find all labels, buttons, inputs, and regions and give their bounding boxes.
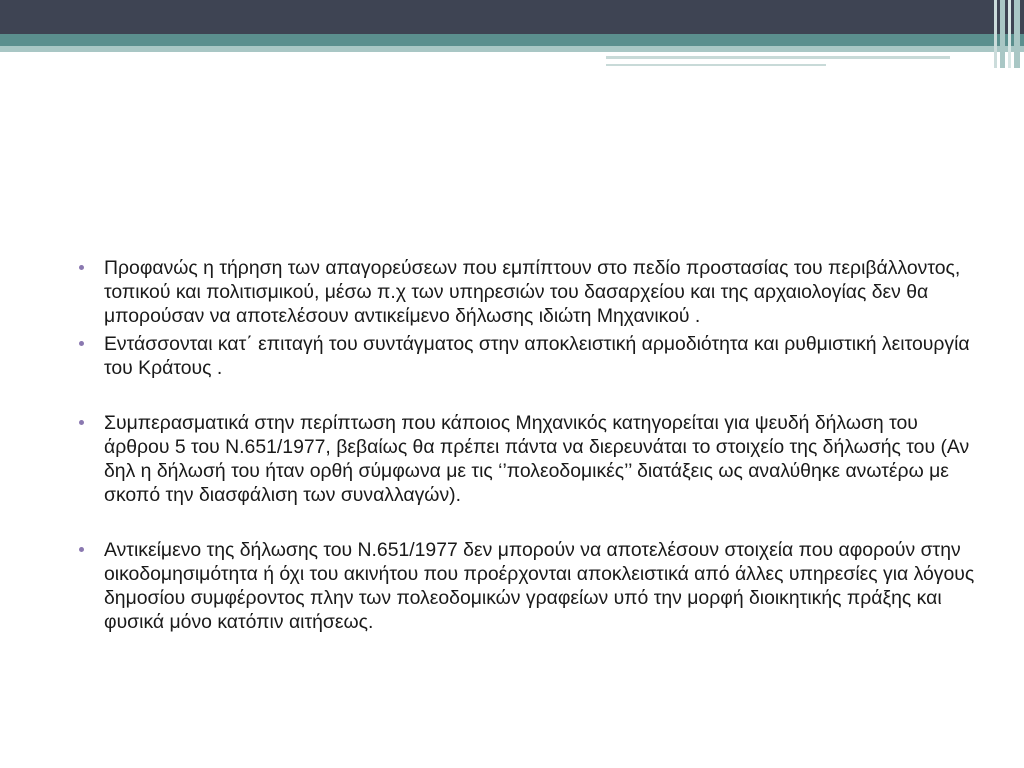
bullet-text: Εντάσσονται κατ΄ επιταγή του συντάγματος στην αποκλειστική αρμοδιότητα και ρυθμιστική λειτουργία του Κράτους . [104, 333, 970, 379]
bullet-text: Συμπερασματικά στην περίπτωση που κάποιος Μηχανικός κατηγορείται για ψευδή δήλωση του άρθρου 5 του Ν.651/1977, βεβαίως θα πρέπει πάντα να διερευνάται το στοιχείο της δήλωσής του (Αν δηλ η δήλωσή του ήταν ορθή σύμφωνα με τις ‘’πολεοδομικές’’ διατάξεις ως αναλύθηκε ανωτέρω με σκοπό την διασφάλιση των συναλλαγών). [104, 412, 970, 506]
bullet-text: Προφανώς η τήρηση των απαγορεύσεων που εμπίπτουν στο πεδίο προστασίας του περιβάλλοντος, τοπικού και πολιτισμικού, μέσω π.χ των υπηρεσιών του δασαρχείου και της αρχαιολογίας δεν θα μπορούσαν να αποτελέσουν αντικείμενο δήλωσης ιδιώτη Μηχανικού . [104, 257, 961, 327]
header-accent-line [606, 56, 950, 59]
header-vertical-stripe [1014, 0, 1020, 68]
header-light-band [0, 46, 1024, 52]
header-accent-line-short [606, 64, 826, 66]
header-teal-band [0, 34, 1024, 46]
header-dark-band [0, 0, 1024, 34]
bullet-dot-icon [79, 265, 84, 270]
bullet-list [78, 256, 978, 634]
bullet-dot-icon [79, 341, 84, 346]
header-vertical-stripe [1000, 0, 1005, 68]
header-vertical-stripe [994, 0, 997, 68]
bullet-dot-icon [79, 547, 84, 552]
bullet-item [78, 538, 978, 634]
bullet-item [78, 411, 978, 507]
slide-body [78, 256, 978, 634]
bullet-item [78, 332, 978, 380]
bullet-item [78, 256, 978, 328]
header-vertical-stripe [1008, 0, 1011, 68]
bullet-text: Αντικείμενο της δήλωσης του Ν.651/1977 δεν μπορούν να αποτελέσουν στοιχεία που αφορούν στην οικοδομησιμότητα ή όχι του ακινήτου που προέρχονται αποκλειστικά από άλλες υπηρεσίες για λόγους δημοσίου συμφέροντος πλην των πολεοδομικών γραφείων υπό την μορφή διοικητικής πράξης και φυσικά μόνο κατόπιν αιτήσεως. [104, 539, 975, 633]
bullet-dot-icon [79, 420, 84, 425]
